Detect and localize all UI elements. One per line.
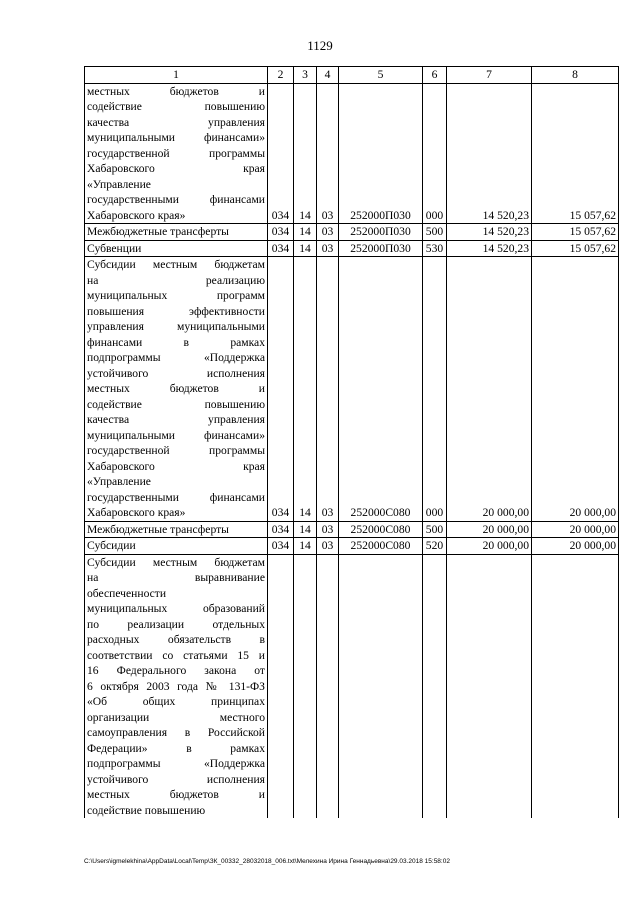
item-name-line: государственной программы: [87, 444, 265, 457]
item-name-line: муниципальными финансами»: [87, 428, 265, 442]
cell-amount-year2: 20 000,00: [532, 538, 619, 555]
page-number: 1129: [307, 38, 333, 53]
cell-target-article: 252000П030: [339, 224, 423, 241]
item-name-line: Субсидии местным бюджетам: [87, 258, 265, 271]
item-name-line: соответствии со статьями 15 и: [87, 648, 265, 662]
table-header-row: [85, 67, 619, 84]
item-name-line: муниципальных программ: [87, 289, 265, 302]
item-name-line: государственной программы: [87, 146, 265, 160]
cell-amount-year1: 20 000,00: [447, 521, 532, 538]
item-name-line: на выравнивание: [87, 571, 265, 584]
cell-section: 14: [294, 224, 317, 241]
item-name-line: государственными финансами: [87, 490, 265, 504]
cell-expense-type: 520: [423, 538, 447, 555]
item-name-line: 6 октября 2003 года № 131-ФЗ: [87, 679, 265, 693]
item-name-line: расходных обязательств в: [87, 633, 265, 646]
table-row: [85, 521, 619, 538]
cell-expense-type: 530: [423, 240, 447, 257]
cell-target-article: [339, 554, 423, 818]
item-name-line: государственными финансами: [87, 193, 265, 206]
cell-amount-year2: 15 057,62: [532, 83, 619, 224]
cell-item-name: [85, 521, 268, 538]
cell-section: 14: [294, 538, 317, 555]
table-row: [85, 538, 619, 555]
item-name-line: устойчивого исполнения: [87, 366, 265, 380]
item-name-line: местных бюджетов и: [87, 788, 265, 801]
table-row: [85, 83, 619, 224]
cell-section: 14: [294, 83, 317, 224]
cell-amount-year2: 20 000,00: [532, 257, 619, 522]
item-name-line: «Управление: [87, 475, 151, 488]
cell-expense-type: [423, 554, 447, 818]
cell-amount-year1: 14 520,23: [447, 224, 532, 241]
item-name-line: содействие повышению: [87, 397, 265, 411]
cell-admin-code: 034: [268, 83, 294, 224]
cell-section: 14: [294, 257, 317, 522]
header-cell: 1: [85, 67, 268, 84]
cell-amount-year1: 14 520,23: [447, 83, 532, 224]
item-name-line: Хабаровского края»: [87, 208, 186, 222]
cell-subsection: 03: [317, 538, 339, 555]
cell-amount-year2: [532, 554, 619, 818]
cell-amount-year1: 20 000,00: [447, 538, 532, 555]
item-name-line: Субсидии местным бюджетам: [87, 555, 265, 569]
item-name-line: содействие повышению: [87, 803, 206, 817]
cell-amount-year1: 20 000,00: [447, 257, 532, 522]
item-name-line: на реализацию: [87, 273, 265, 287]
cell-expense-type: 500: [423, 521, 447, 538]
item-name-line: местных бюджетов и: [87, 382, 265, 395]
item-name-line: подпрограммы «Поддержка: [87, 757, 265, 770]
cell-target-article: 252000С080: [339, 521, 423, 538]
item-name-line: качества управления: [87, 115, 265, 129]
cell-item-name: [85, 257, 268, 522]
cell-expense-type: 500: [423, 224, 447, 241]
item-name-line: обеспеченности: [87, 586, 167, 600]
item-name-line: «Об общих принципах: [87, 695, 265, 708]
cell-section: 14: [294, 240, 317, 257]
cell-amount-year2: 15 057,62: [532, 240, 619, 257]
item-name-line: устойчивого исполнения: [87, 772, 265, 786]
cell-admin-code: 034: [268, 257, 294, 522]
header-cell: 3: [294, 67, 317, 84]
item-name-line: Федерации» в рамках: [87, 741, 265, 755]
cell-amount-year1: [447, 554, 532, 818]
item-name-line: подпрограммы «Поддержка: [87, 351, 265, 364]
table-row: [85, 257, 619, 522]
cell-subsection: 03: [317, 521, 339, 538]
table-row: [85, 224, 619, 241]
item-name-line: Межбюджетные трансферты: [87, 522, 229, 536]
cell-amount-year2: 20 000,00: [532, 521, 619, 538]
cell-target-article: 252000П030: [339, 240, 423, 257]
item-name-line: муниципальными финансами»: [87, 131, 265, 144]
header-cell: 2: [268, 67, 294, 84]
header-cell: 8: [532, 67, 619, 84]
table-row: [85, 554, 619, 818]
item-name-line: Межбюджетные трансферты: [87, 225, 229, 238]
table-row: [85, 240, 619, 257]
item-name-line: самоуправления в Российской: [87, 726, 265, 739]
item-name-line: муниципальных образований: [87, 602, 265, 615]
cell-subsection: 03: [317, 257, 339, 522]
cell-target-article: 252000С080: [339, 257, 423, 522]
item-name-line: Субвенции: [87, 241, 142, 255]
cell-admin-code: 034: [268, 538, 294, 555]
cell-item-name: [85, 224, 268, 241]
item-name-line: Субсидии: [87, 539, 136, 552]
item-name-line: Хабаровского края»: [87, 506, 186, 519]
item-name-line: Хабаровского края: [87, 162, 265, 175]
cell-amount-year2: 15 057,62: [532, 224, 619, 241]
cell-target-article: 252000П030: [339, 83, 423, 224]
cell-section: [294, 554, 317, 818]
cell-amount-year1: 14 520,23: [447, 240, 532, 257]
cell-item-name: [85, 240, 268, 257]
cell-admin-code: [268, 554, 294, 818]
cell-admin-code: 034: [268, 240, 294, 257]
cell-item-name: [85, 554, 268, 818]
header-cell: 6: [423, 67, 447, 84]
cell-expense-type: 000: [423, 257, 447, 522]
item-name-line: организации местного: [87, 710, 265, 724]
header-cell: 5: [339, 67, 423, 84]
item-name-line: по реализации отдельных: [87, 617, 265, 631]
cell-subsection: 03: [317, 224, 339, 241]
cell-section: 14: [294, 521, 317, 538]
cell-subsection: 03: [317, 240, 339, 257]
cell-admin-code: 034: [268, 224, 294, 241]
item-name-line: качества управления: [87, 413, 265, 426]
cell-subsection: [317, 554, 339, 818]
item-name-line: Хабаровского края: [87, 459, 265, 473]
cell-admin-code: 034: [268, 521, 294, 538]
cell-item-name: [85, 538, 268, 555]
budget-table: [84, 66, 619, 818]
cell-target-article: 252000С080: [339, 538, 423, 555]
table-body: [85, 67, 619, 819]
cell-item-name: [85, 83, 268, 224]
cell-expense-type: 000: [423, 83, 447, 224]
item-name-line: «Управление: [87, 177, 151, 191]
item-name-line: местных бюджетов и: [87, 84, 265, 98]
file-path-footer: C:\Users\igmelekhina\AppData\Local\Temp\ЗК_00332_28032018_006.txt\Мелехина Ирина Геннадьевна\29.03.2018 15:58:02: [84, 858, 450, 865]
header-cell: 4: [317, 67, 339, 84]
item-name-line: 16 Федерального закона от: [87, 664, 265, 677]
item-name-line: управления муниципальными: [87, 320, 265, 333]
item-name-line: повышения эффективности: [87, 304, 265, 318]
item-name-line: содействие повышению: [87, 100, 265, 113]
item-name-line: финансами в рамках: [87, 335, 265, 349]
cell-subsection: 03: [317, 83, 339, 224]
header-cell: 7: [447, 67, 532, 84]
